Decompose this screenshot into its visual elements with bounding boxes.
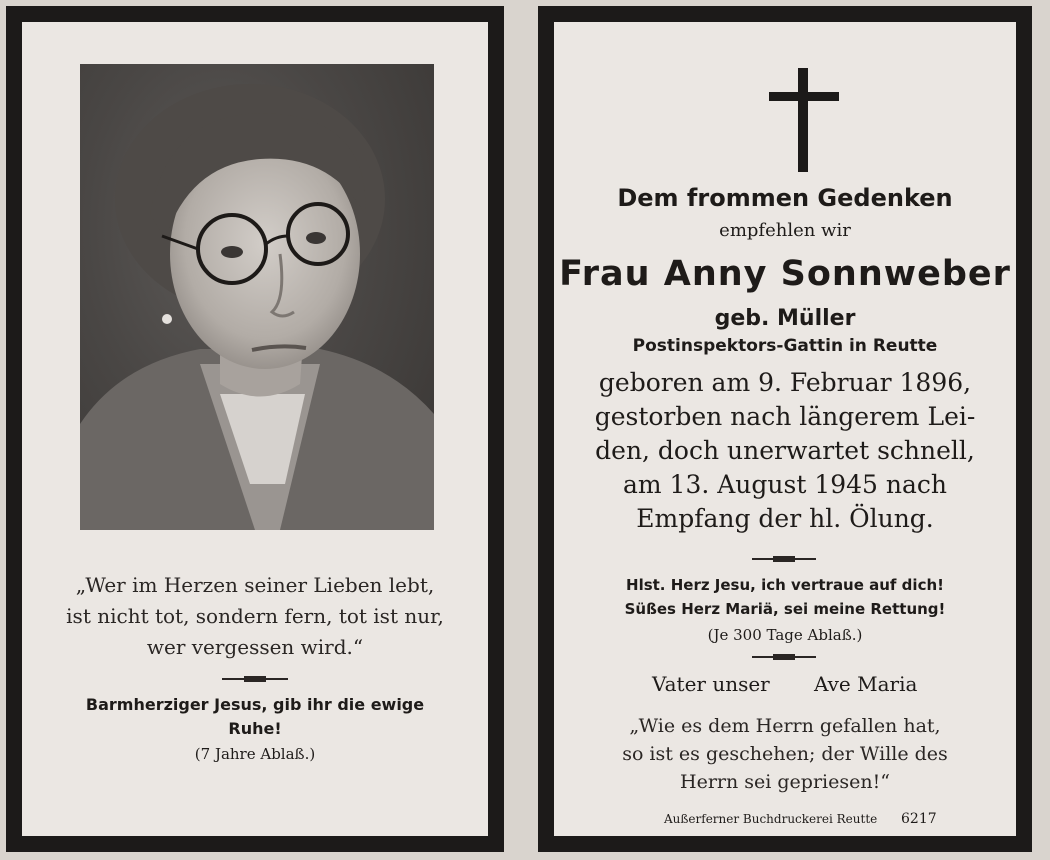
subheading: empfehlen wir <box>719 220 851 241</box>
indulgence-note: (7 Jahre Ablaß.) <box>194 745 316 763</box>
printer-imprint: Außerferner Buchdruckerei Reutte <box>664 812 878 826</box>
closing-quote-line-2: so ist es geschehen; der Wille des <box>622 743 948 765</box>
bio-line-2: gestorben nach längerem Lei- <box>594 402 976 431</box>
prayer-name-ave-maria: Ave Maria <box>814 672 918 696</box>
closing-quote-line-1: „Wie es dem Herrn gefallen hat, <box>629 715 941 737</box>
prayer-line-2: Süßes Herz Mariä, sei meine Rettung! <box>624 600 946 618</box>
right-card <box>538 6 1032 852</box>
prayer-line-1: Barmherziger Jesus, gib ihr die ewige <box>85 695 425 714</box>
occupation-title: Postinspektors-Gattin in Reutte <box>632 336 938 356</box>
print-number: 6217 <box>901 811 937 827</box>
divider <box>752 656 816 658</box>
heading: Dem frommen Gedenken <box>617 184 953 212</box>
closing-quote-line-3: Herrn sei gepriesen!“ <box>680 771 890 793</box>
bio-line-5: Empfang der hl. Ölung. <box>636 504 934 533</box>
divider <box>752 558 816 560</box>
left-card <box>6 6 504 852</box>
bio-line-4: am 13. August 1945 nach <box>622 470 948 499</box>
prayer-name-vater-unser: Vater unser <box>652 672 770 696</box>
prayer-line-2: Ruhe! <box>228 719 282 738</box>
bio-line-1: geboren am 9. Februar 1896, <box>598 368 972 397</box>
quote-line-3: wer vergessen wird.“ <box>146 635 364 659</box>
left-card-paper <box>22 22 488 836</box>
right-card-paper <box>554 22 1016 836</box>
quote-line-1: „Wer im Herzen seiner Lieben lebt, <box>75 573 435 597</box>
maiden-name: geb. Müller <box>714 306 856 331</box>
bio-line-3: den, doch unerwartet schnell, <box>595 436 975 465</box>
prayer-line-1: Hlst. Herz Jesu, ich vertraue auf dich! <box>626 576 944 594</box>
portrait-photo <box>80 64 434 530</box>
cross-icon <box>769 68 839 172</box>
quote-line-2: ist nicht tot, sondern fern, tot ist nur, <box>66 604 444 628</box>
deceased-name: Frau Anny Sonnweber <box>559 254 1011 294</box>
divider <box>222 678 288 680</box>
indulgence-note: (Je 300 Tage Ablaß.) <box>707 626 863 644</box>
